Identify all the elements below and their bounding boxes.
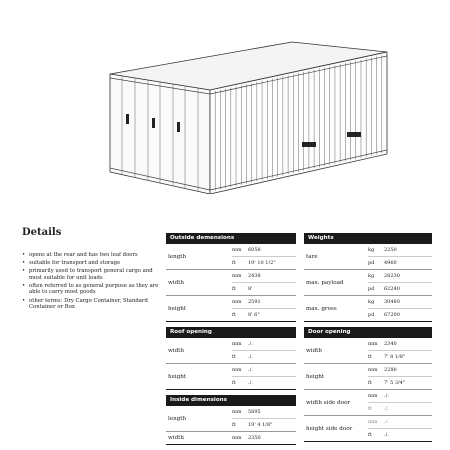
- unit-value: ./.: [248, 367, 253, 373]
- row-label: length: [168, 253, 187, 260]
- row-label: width: [168, 347, 185, 354]
- unit-row: [232, 364, 296, 376]
- table-header: Roof opening: [166, 327, 296, 338]
- unit-label: mm: [368, 393, 378, 399]
- unit-label: mm: [232, 367, 242, 373]
- unit-label: mm: [232, 273, 242, 279]
- unit-value: 5895: [248, 409, 261, 415]
- unit-row: [232, 418, 296, 431]
- unit-label: pd: [368, 312, 375, 318]
- unit-label: ft: [232, 354, 236, 360]
- unit-label: ft: [232, 260, 236, 266]
- unit-row: [368, 416, 432, 428]
- details-item: • other terms: Dry Cargo Container, Standard Container or Box: [22, 298, 162, 311]
- table-row: [304, 338, 432, 364]
- table-row: [166, 244, 296, 270]
- table-header: Weights: [304, 233, 432, 244]
- unit-value: 2591: [248, 299, 261, 305]
- unit-value: 7' 5 3/4": [384, 380, 406, 386]
- unit-label: mm: [232, 299, 242, 305]
- unit-value: ./.: [384, 406, 389, 412]
- table-row: [166, 338, 296, 364]
- unit-value: 7' 8 1/8": [384, 354, 406, 360]
- unit-row: [368, 364, 432, 376]
- unit-row: [368, 338, 432, 350]
- unit-label: pd: [368, 260, 375, 266]
- inside-dimensions-table: [166, 395, 296, 445]
- unit-label: pd: [368, 286, 375, 292]
- unit-value: ./.: [248, 341, 253, 347]
- unit-row: [232, 338, 296, 350]
- unit-row: [232, 376, 296, 389]
- unit-value: 67200: [384, 312, 400, 318]
- unit-value: 4960: [384, 260, 397, 266]
- unit-label: mm: [368, 419, 378, 425]
- unit-row: [232, 406, 296, 418]
- unit-label: mm: [232, 409, 242, 415]
- table-row: [166, 406, 296, 432]
- unit-value: 8' 6": [248, 312, 260, 318]
- table-row: [166, 432, 296, 445]
- row-label: height: [306, 373, 325, 380]
- unit-value: 2250: [384, 247, 397, 253]
- unit-label: mm: [232, 247, 242, 253]
- unit-row: [368, 296, 432, 308]
- unit-row: [368, 270, 432, 282]
- row-label: max. payload: [306, 279, 344, 286]
- unit-value: 2438: [248, 273, 261, 279]
- unit-value: 2340: [384, 341, 397, 347]
- container-illustration: [92, 24, 392, 194]
- table-row: [304, 244, 432, 270]
- row-label: width: [168, 435, 185, 441]
- table-header: Door opening: [304, 327, 432, 338]
- unit-row: [232, 244, 296, 256]
- table-row: [304, 390, 432, 416]
- unit-row: [368, 308, 432, 321]
- row-label: width side door: [306, 399, 351, 406]
- table-row: [304, 270, 432, 296]
- details-list: [22, 252, 162, 311]
- details-item: • primarily used to transport general cargo and most suitable for unit loads: [22, 268, 162, 281]
- unit-label: mm: [368, 367, 378, 373]
- row-label: max. gross: [306, 305, 337, 312]
- unit-row: [368, 256, 432, 269]
- table-row: [304, 364, 432, 390]
- table-row: [166, 296, 296, 322]
- roof-opening-table: [166, 327, 296, 390]
- unit-label: ft: [368, 432, 372, 438]
- table-row: [166, 364, 296, 390]
- outside-dimensions-table: [166, 233, 296, 322]
- unit-row: [368, 402, 432, 415]
- unit-row: [232, 350, 296, 363]
- row-label: length: [168, 415, 187, 422]
- details-item: • opens at the rear and has two leaf doors: [22, 252, 162, 259]
- unit-row: [368, 376, 432, 389]
- row-label: width: [306, 347, 323, 354]
- unit-row: [232, 308, 296, 321]
- unit-label: ft: [232, 312, 236, 318]
- unit-row: [368, 390, 432, 402]
- unit-label: kg: [368, 299, 375, 305]
- unit-row: [368, 350, 432, 363]
- table-row: [166, 270, 296, 296]
- unit-value: 2350: [248, 435, 261, 441]
- unit-value: ./.: [384, 419, 389, 425]
- unit-value: 62240: [384, 286, 400, 292]
- unit-value: ./.: [384, 432, 389, 438]
- table-header: Inside dimensions: [166, 395, 296, 406]
- unit-label: mm: [232, 341, 242, 347]
- weights-table: [304, 233, 432, 322]
- details-title: Details: [22, 227, 62, 238]
- unit-row: [232, 256, 296, 269]
- table-header: Outside demensions: [166, 233, 296, 244]
- row-label: height: [168, 305, 187, 312]
- table-row: [304, 416, 432, 442]
- unit-row: [368, 282, 432, 295]
- unit-row: [232, 282, 296, 295]
- unit-label: kg: [368, 247, 375, 253]
- row-label: height: [168, 373, 187, 380]
- door-opening-table: [304, 327, 432, 442]
- unit-label: mm: [232, 435, 242, 441]
- unit-label: kg: [368, 273, 375, 279]
- unit-value: ./.: [384, 393, 389, 399]
- unit-label: ft: [232, 286, 236, 292]
- table-row: [304, 296, 432, 322]
- details-item: • often referred to as general purpose as they are able to carry most goods: [22, 283, 162, 296]
- unit-value: 19' 10 1/2": [248, 260, 276, 266]
- unit-row: [232, 296, 296, 308]
- row-label: tare: [306, 253, 318, 260]
- unit-value: ./.: [248, 380, 253, 386]
- unit-value: 8': [248, 286, 253, 292]
- unit-label: ft: [368, 380, 372, 386]
- unit-label: ft: [232, 422, 236, 428]
- unit-value: 6058: [248, 247, 261, 253]
- unit-value: 19' 4 1/8": [248, 422, 273, 428]
- details-section: [22, 227, 162, 312]
- unit-row: [232, 270, 296, 282]
- unit-value: ./.: [248, 354, 253, 360]
- unit-label: ft: [368, 406, 372, 412]
- unit-row: [368, 428, 432, 441]
- unit-value: 30480: [384, 299, 400, 305]
- unit-row: [368, 244, 432, 256]
- unit-label: ft: [368, 354, 372, 360]
- details-item: • suitable for transport and storage: [22, 260, 162, 267]
- unit-label: ft: [232, 380, 236, 386]
- unit-label: mm: [368, 341, 378, 347]
- row-label: width: [168, 279, 185, 286]
- unit-row: [232, 432, 296, 444]
- unit-value: 28230: [384, 273, 400, 279]
- row-label: height side door: [306, 425, 353, 432]
- unit-value: 2280: [384, 367, 397, 373]
